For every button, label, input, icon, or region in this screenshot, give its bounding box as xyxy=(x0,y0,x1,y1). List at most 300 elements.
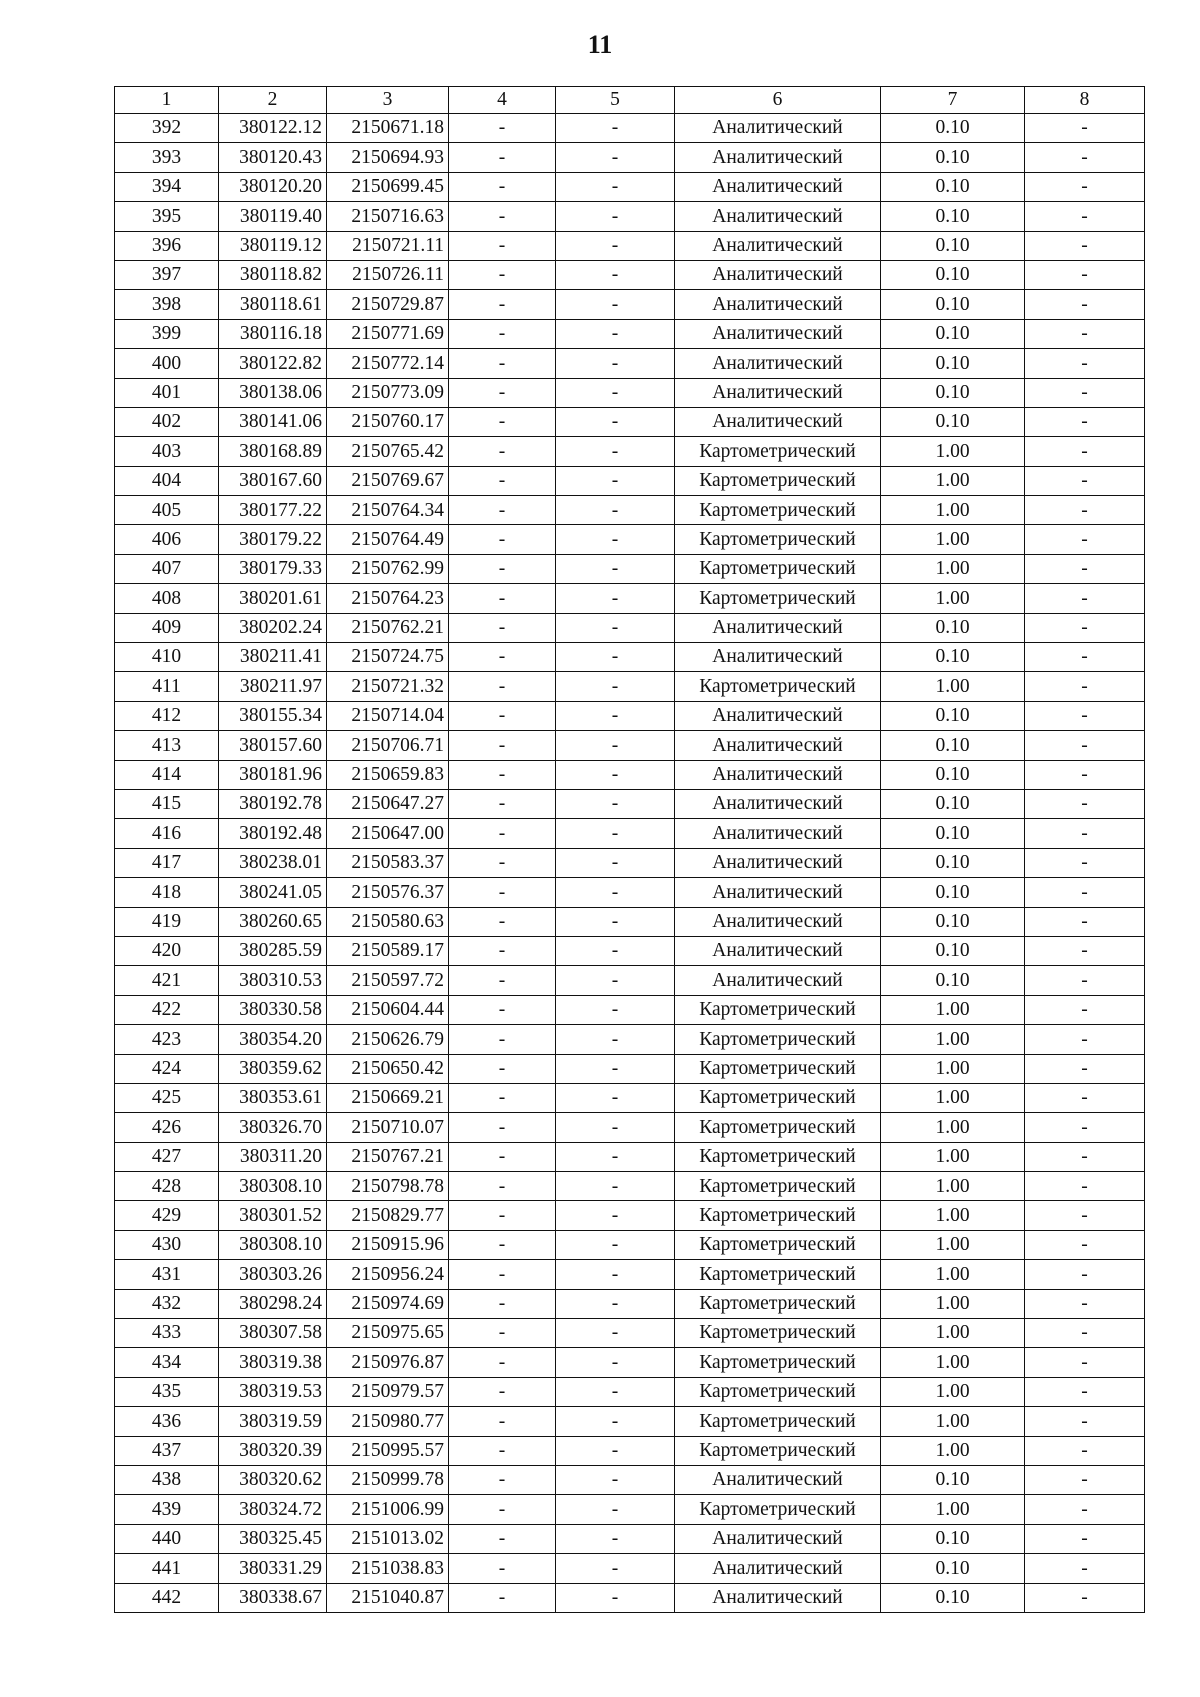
col-8-value: - xyxy=(1025,1407,1145,1436)
coordinate-x: 380238.01 xyxy=(219,848,327,877)
table-row xyxy=(115,1524,1145,1553)
coordinate-y: 2150765.42 xyxy=(327,437,449,466)
accuracy: 1.00 xyxy=(881,1289,1025,1318)
coordinate-x: 380157.60 xyxy=(219,731,327,760)
coordinate-x: 380168.89 xyxy=(219,437,327,466)
col-5-value: - xyxy=(556,525,675,554)
col-4-value: - xyxy=(449,1289,556,1318)
coordinate-x: 380331.29 xyxy=(219,1554,327,1583)
accuracy: 0.10 xyxy=(881,936,1025,965)
col-5-value: - xyxy=(556,1289,675,1318)
coordinate-x: 380211.97 xyxy=(219,672,327,701)
col-8-value: - xyxy=(1025,1348,1145,1377)
col-4-value: - xyxy=(449,143,556,172)
coordinate-y: 2150710.07 xyxy=(327,1113,449,1142)
point-number: 395 xyxy=(115,202,219,231)
coordinate-y: 2150979.57 xyxy=(327,1377,449,1406)
method: Аналитический xyxy=(675,1554,881,1583)
col-5-value: - xyxy=(556,584,675,613)
col-5-value: - xyxy=(556,1524,675,1553)
coordinate-x: 380119.40 xyxy=(219,202,327,231)
coordinate-x: 380338.67 xyxy=(219,1583,327,1612)
accuracy: 0.10 xyxy=(881,319,1025,348)
col-8-value: - xyxy=(1025,554,1145,583)
coordinate-y: 2150915.96 xyxy=(327,1230,449,1259)
method: Картометрический xyxy=(675,437,881,466)
accuracy: 0.10 xyxy=(881,613,1025,642)
col-5-value: - xyxy=(556,731,675,760)
col-4-value: - xyxy=(449,260,556,289)
method: Картометрический xyxy=(675,1436,881,1465)
column-header: 7 xyxy=(881,87,1025,114)
col-8-value: - xyxy=(1025,584,1145,613)
point-number: 392 xyxy=(115,114,219,143)
coordinate-y: 2150974.69 xyxy=(327,1289,449,1318)
point-number: 401 xyxy=(115,378,219,407)
coordinate-y: 2151006.99 xyxy=(327,1495,449,1524)
col-4-value: - xyxy=(449,1025,556,1054)
method: Картометрический xyxy=(675,1495,881,1524)
table-row xyxy=(115,1260,1145,1289)
coordinate-x: 380359.62 xyxy=(219,1054,327,1083)
method: Аналитический xyxy=(675,731,881,760)
coordinate-x: 380119.12 xyxy=(219,231,327,260)
coordinate-y: 2151040.87 xyxy=(327,1583,449,1612)
col-8-value: - xyxy=(1025,1583,1145,1612)
point-number: 398 xyxy=(115,290,219,319)
method: Картометрический xyxy=(675,1172,881,1201)
coordinate-x: 380167.60 xyxy=(219,466,327,495)
table-row xyxy=(115,407,1145,436)
coordinate-y: 2150976.87 xyxy=(327,1348,449,1377)
method: Картометрический xyxy=(675,995,881,1024)
col-5-value: - xyxy=(556,290,675,319)
point-number: 404 xyxy=(115,466,219,495)
coordinate-y: 2150995.57 xyxy=(327,1436,449,1465)
col-8-value: - xyxy=(1025,789,1145,818)
point-number: 432 xyxy=(115,1289,219,1318)
method: Аналитический xyxy=(675,1524,881,1553)
col-4-value: - xyxy=(449,1583,556,1612)
method: Аналитический xyxy=(675,319,881,348)
col-8-value: - xyxy=(1025,202,1145,231)
point-number: 424 xyxy=(115,1054,219,1083)
method: Аналитический xyxy=(675,378,881,407)
coordinate-y: 2150767.21 xyxy=(327,1142,449,1171)
table-row xyxy=(115,554,1145,583)
col-5-value: - xyxy=(556,613,675,642)
table-row xyxy=(115,231,1145,260)
col-5-value: - xyxy=(556,143,675,172)
col-8-value: - xyxy=(1025,437,1145,466)
point-number: 425 xyxy=(115,1083,219,1112)
coordinate-x: 380241.05 xyxy=(219,878,327,907)
point-number: 431 xyxy=(115,1260,219,1289)
coordinate-y: 2150659.83 xyxy=(327,760,449,789)
point-number: 434 xyxy=(115,1348,219,1377)
point-number: 394 xyxy=(115,172,219,201)
table-row xyxy=(115,1465,1145,1494)
accuracy: 1.00 xyxy=(881,1407,1025,1436)
accuracy: 0.10 xyxy=(881,789,1025,818)
table-row xyxy=(115,378,1145,407)
coordinate-x: 380303.26 xyxy=(219,1260,327,1289)
method: Картометрический xyxy=(675,466,881,495)
col-5-value: - xyxy=(556,1054,675,1083)
coordinate-y: 2150576.37 xyxy=(327,878,449,907)
coordinate-y: 2150798.78 xyxy=(327,1172,449,1201)
coordinate-x: 380202.24 xyxy=(219,613,327,642)
accuracy: 1.00 xyxy=(881,995,1025,1024)
coordinate-x: 380311.20 xyxy=(219,1142,327,1171)
method: Аналитический xyxy=(675,349,881,378)
col-8-value: - xyxy=(1025,1289,1145,1318)
col-4-value: - xyxy=(449,349,556,378)
point-number: 436 xyxy=(115,1407,219,1436)
coordinate-y: 2150721.32 xyxy=(327,672,449,701)
col-8-value: - xyxy=(1025,525,1145,554)
col-4-value: - xyxy=(449,731,556,760)
table-row xyxy=(115,496,1145,525)
accuracy: 1.00 xyxy=(881,1172,1025,1201)
col-5-value: - xyxy=(556,672,675,701)
point-number: 408 xyxy=(115,584,219,613)
method: Картометрический xyxy=(675,672,881,701)
point-number: 419 xyxy=(115,907,219,936)
coordinate-x: 380179.33 xyxy=(219,554,327,583)
col-8-value: - xyxy=(1025,260,1145,289)
table-row xyxy=(115,1113,1145,1142)
coordinate-y: 2150764.34 xyxy=(327,496,449,525)
table-row xyxy=(115,1054,1145,1083)
col-8-value: - xyxy=(1025,1201,1145,1230)
accuracy: 0.10 xyxy=(881,407,1025,436)
accuracy: 1.00 xyxy=(881,496,1025,525)
table-row xyxy=(115,319,1145,348)
coordinate-y: 2150764.49 xyxy=(327,525,449,554)
col-8-value: - xyxy=(1025,966,1145,995)
table-row xyxy=(115,172,1145,201)
table-row xyxy=(115,202,1145,231)
point-number: 417 xyxy=(115,848,219,877)
coordinate-x: 380319.59 xyxy=(219,1407,327,1436)
col-5-value: - xyxy=(556,1495,675,1524)
col-4-value: - xyxy=(449,1524,556,1553)
col-8-value: - xyxy=(1025,1524,1145,1553)
table-row xyxy=(115,1201,1145,1230)
column-header: 1 xyxy=(115,87,219,114)
col-5-value: - xyxy=(556,1583,675,1612)
coordinate-y: 2150762.99 xyxy=(327,554,449,583)
col-4-value: - xyxy=(449,1113,556,1142)
col-5-value: - xyxy=(556,1436,675,1465)
col-4-value: - xyxy=(449,231,556,260)
accuracy: 1.00 xyxy=(881,584,1025,613)
coordinate-y: 2150699.45 xyxy=(327,172,449,201)
table-row xyxy=(115,584,1145,613)
col-8-value: - xyxy=(1025,819,1145,848)
point-number: 428 xyxy=(115,1172,219,1201)
point-number: 409 xyxy=(115,613,219,642)
coordinate-x: 380120.43 xyxy=(219,143,327,172)
table-row xyxy=(115,848,1145,877)
coordinate-x: 380116.18 xyxy=(219,319,327,348)
method: Аналитический xyxy=(675,907,881,936)
coordinate-x: 380320.62 xyxy=(219,1465,327,1494)
coordinate-y: 2150580.63 xyxy=(327,907,449,936)
col-8-value: - xyxy=(1025,1436,1145,1465)
coordinate-y: 2150647.00 xyxy=(327,819,449,848)
col-5-value: - xyxy=(556,231,675,260)
col-8-value: - xyxy=(1025,290,1145,319)
col-5-value: - xyxy=(556,1113,675,1142)
col-8-value: - xyxy=(1025,878,1145,907)
table-row xyxy=(115,1319,1145,1348)
coordinates-table xyxy=(114,86,1145,1613)
method: Аналитический xyxy=(675,1465,881,1494)
col-4-value: - xyxy=(449,1436,556,1465)
table-row xyxy=(115,1348,1145,1377)
accuracy: 1.00 xyxy=(881,1260,1025,1289)
method: Аналитический xyxy=(675,231,881,260)
point-number: 433 xyxy=(115,1319,219,1348)
col-8-value: - xyxy=(1025,1230,1145,1259)
column-header: 4 xyxy=(449,87,556,114)
coordinate-y: 2150769.67 xyxy=(327,466,449,495)
method: Аналитический xyxy=(675,1583,881,1612)
coordinate-x: 380330.58 xyxy=(219,995,327,1024)
accuracy: 0.10 xyxy=(881,1524,1025,1553)
column-header: 2 xyxy=(219,87,327,114)
accuracy: 0.10 xyxy=(881,643,1025,672)
table-body xyxy=(115,114,1145,1613)
accuracy: 0.10 xyxy=(881,349,1025,378)
table-row xyxy=(115,701,1145,730)
point-number: 410 xyxy=(115,643,219,672)
table-row xyxy=(115,1436,1145,1465)
col-5-value: - xyxy=(556,1083,675,1112)
accuracy: 1.00 xyxy=(881,1495,1025,1524)
table-row xyxy=(115,1583,1145,1612)
method: Картометрический xyxy=(675,584,881,613)
col-5-value: - xyxy=(556,789,675,818)
method: Картометрический xyxy=(675,496,881,525)
table-row xyxy=(115,260,1145,289)
coordinate-x: 380301.52 xyxy=(219,1201,327,1230)
coordinate-x: 380354.20 xyxy=(219,1025,327,1054)
point-number: 440 xyxy=(115,1524,219,1553)
coordinate-x: 380181.96 xyxy=(219,760,327,789)
coordinate-y: 2150980.77 xyxy=(327,1407,449,1436)
point-number: 402 xyxy=(115,407,219,436)
accuracy: 1.00 xyxy=(881,1319,1025,1348)
table-row xyxy=(115,672,1145,701)
col-4-value: - xyxy=(449,437,556,466)
accuracy: 1.00 xyxy=(881,1083,1025,1112)
col-8-value: - xyxy=(1025,1025,1145,1054)
method: Картометрический xyxy=(675,1289,881,1318)
col-8-value: - xyxy=(1025,848,1145,877)
coordinate-x: 380319.53 xyxy=(219,1377,327,1406)
col-5-value: - xyxy=(556,1201,675,1230)
method: Аналитический xyxy=(675,407,881,436)
accuracy: 0.10 xyxy=(881,731,1025,760)
coordinate-y: 2150829.77 xyxy=(327,1201,449,1230)
method: Аналитический xyxy=(675,878,881,907)
accuracy: 0.10 xyxy=(881,202,1025,231)
coordinate-y: 2150669.21 xyxy=(327,1083,449,1112)
col-8-value: - xyxy=(1025,114,1145,143)
col-4-value: - xyxy=(449,496,556,525)
col-5-value: - xyxy=(556,995,675,1024)
column-header: 8 xyxy=(1025,87,1145,114)
point-number: 429 xyxy=(115,1201,219,1230)
point-number: 411 xyxy=(115,672,219,701)
coordinate-y: 2150760.17 xyxy=(327,407,449,436)
accuracy: 1.00 xyxy=(881,1201,1025,1230)
coordinate-y: 2150583.37 xyxy=(327,848,449,877)
coordinate-y: 2150771.69 xyxy=(327,319,449,348)
method: Картометрический xyxy=(675,1319,881,1348)
col-8-value: - xyxy=(1025,143,1145,172)
accuracy: 1.00 xyxy=(881,1348,1025,1377)
point-number: 441 xyxy=(115,1554,219,1583)
coordinate-x: 380192.78 xyxy=(219,789,327,818)
coordinate-x: 380122.12 xyxy=(219,114,327,143)
point-number: 407 xyxy=(115,554,219,583)
coordinate-y: 2150773.09 xyxy=(327,378,449,407)
coordinate-x: 380260.65 xyxy=(219,907,327,936)
col-8-value: - xyxy=(1025,1319,1145,1348)
point-number: 400 xyxy=(115,349,219,378)
col-8-value: - xyxy=(1025,995,1145,1024)
page-number: 11 xyxy=(587,30,613,59)
col-5-value: - xyxy=(556,1025,675,1054)
col-5-value: - xyxy=(556,643,675,672)
col-5-value: - xyxy=(556,172,675,201)
col-8-value: - xyxy=(1025,1054,1145,1083)
col-5-value: - xyxy=(556,966,675,995)
method: Аналитический xyxy=(675,143,881,172)
col-4-value: - xyxy=(449,378,556,407)
method: Аналитический xyxy=(675,202,881,231)
col-4-value: - xyxy=(449,319,556,348)
point-number: 438 xyxy=(115,1465,219,1494)
accuracy: 1.00 xyxy=(881,1054,1025,1083)
accuracy: 0.10 xyxy=(881,1583,1025,1612)
coordinate-x: 380308.10 xyxy=(219,1230,327,1259)
col-5-value: - xyxy=(556,349,675,378)
accuracy: 0.10 xyxy=(881,172,1025,201)
coordinate-y: 2150729.87 xyxy=(327,290,449,319)
method: Картометрический xyxy=(675,1377,881,1406)
method: Картометрический xyxy=(675,525,881,554)
method: Картометрический xyxy=(675,1113,881,1142)
col-5-value: - xyxy=(556,378,675,407)
coordinate-x: 380201.61 xyxy=(219,584,327,613)
col-5-value: - xyxy=(556,1230,675,1259)
table-row xyxy=(115,290,1145,319)
coordinate-y: 2150721.11 xyxy=(327,231,449,260)
table-row xyxy=(115,349,1145,378)
coordinate-x: 380118.82 xyxy=(219,260,327,289)
col-5-value: - xyxy=(556,760,675,789)
table-row xyxy=(115,613,1145,642)
point-number: 399 xyxy=(115,319,219,348)
col-5-value: - xyxy=(556,319,675,348)
accuracy: 0.10 xyxy=(881,907,1025,936)
method: Картометрический xyxy=(675,1348,881,1377)
accuracy: 0.10 xyxy=(881,378,1025,407)
coordinate-x: 380320.39 xyxy=(219,1436,327,1465)
coordinate-y: 2150604.44 xyxy=(327,995,449,1024)
coordinate-y: 2150626.79 xyxy=(327,1025,449,1054)
col-8-value: - xyxy=(1025,407,1145,436)
col-5-value: - xyxy=(556,202,675,231)
point-number: 435 xyxy=(115,1377,219,1406)
coordinate-x: 380298.24 xyxy=(219,1289,327,1318)
method: Картометрический xyxy=(675,1025,881,1054)
accuracy: 1.00 xyxy=(881,437,1025,466)
accuracy: 1.00 xyxy=(881,554,1025,583)
coordinate-y: 2150706.71 xyxy=(327,731,449,760)
point-number: 414 xyxy=(115,760,219,789)
point-number: 405 xyxy=(115,496,219,525)
point-number: 393 xyxy=(115,143,219,172)
table-row xyxy=(115,907,1145,936)
coordinate-y: 2150975.65 xyxy=(327,1319,449,1348)
col-8-value: - xyxy=(1025,466,1145,495)
method: Аналитический xyxy=(675,966,881,995)
col-5-value: - xyxy=(556,554,675,583)
coordinate-y: 2150764.23 xyxy=(327,584,449,613)
col-4-value: - xyxy=(449,172,556,201)
accuracy: 0.10 xyxy=(881,290,1025,319)
point-number: 421 xyxy=(115,966,219,995)
col-4-value: - xyxy=(449,613,556,642)
point-number: 418 xyxy=(115,878,219,907)
accuracy: 1.00 xyxy=(881,1377,1025,1406)
col-8-value: - xyxy=(1025,613,1145,642)
col-5-value: - xyxy=(556,878,675,907)
method: Картометрический xyxy=(675,1407,881,1436)
table-row xyxy=(115,143,1145,172)
col-5-value: - xyxy=(556,907,675,936)
col-5-value: - xyxy=(556,848,675,877)
point-number: 427 xyxy=(115,1142,219,1171)
col-5-value: - xyxy=(556,1377,675,1406)
col-8-value: - xyxy=(1025,760,1145,789)
method: Картометрический xyxy=(675,1230,881,1259)
col-8-value: - xyxy=(1025,936,1145,965)
coordinate-y: 2150956.24 xyxy=(327,1260,449,1289)
col-4-value: - xyxy=(449,1083,556,1112)
col-5-value: - xyxy=(556,1142,675,1171)
coordinate-x: 380211.41 xyxy=(219,643,327,672)
col-4-value: - xyxy=(449,554,556,583)
method: Аналитический xyxy=(675,290,881,319)
col-4-value: - xyxy=(449,1495,556,1524)
point-number: 439 xyxy=(115,1495,219,1524)
method: Аналитический xyxy=(675,760,881,789)
table-row xyxy=(115,966,1145,995)
coordinate-y: 2150999.78 xyxy=(327,1465,449,1494)
coordinate-y: 2150726.11 xyxy=(327,260,449,289)
col-4-value: - xyxy=(449,878,556,907)
coordinate-y: 2150671.18 xyxy=(327,114,449,143)
point-number: 422 xyxy=(115,995,219,1024)
col-4-value: - xyxy=(449,1172,556,1201)
